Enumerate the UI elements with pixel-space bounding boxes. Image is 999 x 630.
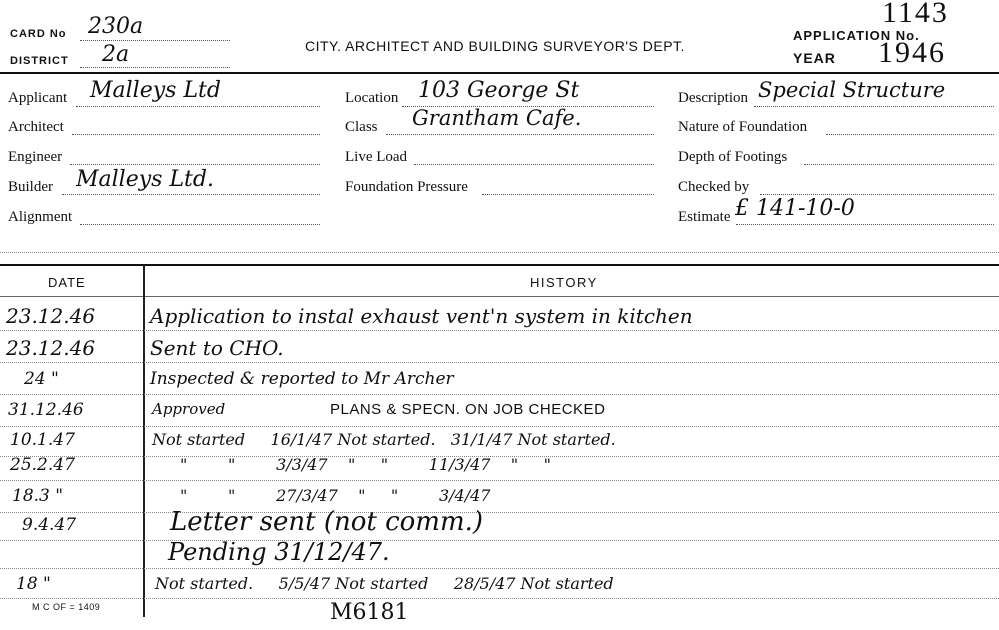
history-top-divider [0,264,999,266]
description-value: Special Structure [758,78,946,102]
builder-label: Builder [8,179,53,195]
card-no-line [80,40,230,41]
history-date: 18 " [16,574,51,594]
location-label: Location [345,90,399,106]
row-line [0,598,999,599]
history-entry: Not started. 5/5/47 Not started 28/5/47 Not started [155,574,614,593]
architect-label: Architect [8,119,64,135]
district-label: DISTRICT [10,55,69,67]
depth-of-footings-label: Depth of Footings [678,149,788,165]
row-line [0,512,999,513]
class-value: Grantham Cafe. [412,106,582,130]
history-date: 23.12.46 [6,336,96,360]
application-no-label: APPLICATION No. [793,28,920,43]
history-entry: " " 27/3/47 " " 3/4/47 [180,486,491,505]
dept-title: CITY. ARCHITECT AND BUILDING SURVEYOR'S DEPT. [305,38,685,54]
row-line [0,426,999,427]
engineer-label: Engineer [8,149,63,165]
history-date: 25.2.47 [10,455,75,475]
history-date: 10.1.47 [10,430,75,450]
class-label: Class [345,119,378,135]
date-column-header: DATE [48,275,86,290]
history-header-line [0,296,999,297]
history-entry: Sent to CHO. [150,336,284,360]
estimate-value: £ 141-10-0 [735,196,855,221]
alignment-label: Alignment [8,209,73,225]
history-entry: Inspected & reported to Mr Archer [150,369,454,389]
description-label: Description [678,90,748,106]
estimate-line [736,224,994,225]
live-load-label: Live Load [345,149,408,165]
year-value: 1946 [878,36,946,69]
checked-by-label: Checked by [678,179,750,195]
history-entry: Pending 31/12/47. [168,538,390,566]
reference-number: M6181 [330,600,409,625]
application-no-value: 1143 [882,0,949,29]
history-date: 31.12.46 [8,400,84,420]
history-entry: Approved [152,400,226,418]
alignment-line [80,224,320,225]
applicant-label: Applicant [8,90,68,106]
estimate-label: Estimate [678,209,731,225]
location-value: 103 George St [418,78,580,103]
nature-of-foundation-label: Nature of Foundation [678,119,808,135]
history-entry: Not started 16/1/47 Not started. 31/1/47 Not started. [152,430,616,449]
description-line [754,106,994,107]
row-line [0,362,999,363]
applicant-value: Malleys Ltd [90,78,221,103]
builder-value: Malleys Ltd. [76,167,214,192]
history-date: 18.3 " [12,486,64,506]
history-entry: Letter sent (not comm.) [170,507,484,537]
card-no-label: CARD No [10,28,67,40]
nature-of-foundation-line [826,134,994,135]
engineer-line [70,164,320,165]
history-entry: " " 3/3/47 " " 11/3/47 " " [180,455,551,474]
approval-stamp: PLANS & SPECN. ON JOB CHECKED [330,401,606,418]
depth-of-footings-line [804,164,994,165]
row-line [0,568,999,569]
live-load-line [414,164,654,165]
card-no-value: 230a [88,14,144,39]
applicant-line [76,106,320,107]
class-line [386,134,654,135]
history-date: 9.4.47 [22,515,77,535]
history-entry: Application to instal exhaust vent'n system in kitchen [150,304,693,328]
district-line [80,67,230,68]
fields-bottom-line [0,252,999,253]
year-label: YEAR [793,50,836,66]
history-date: 24 " [24,369,59,389]
builder-line [62,194,320,195]
date-column-divider [143,265,145,617]
row-line [0,540,999,541]
row-line [0,330,999,331]
form-number: M C OF = 1409 [32,602,101,612]
checked-by-line [760,194,994,195]
district-value: 2a [102,42,130,67]
foundation-pressure-line [482,194,654,195]
foundation-pressure-label: Foundation Pressure [345,179,468,195]
history-date: 23.12.46 [6,304,96,328]
history-column-header: HISTORY [530,275,598,290]
row-line [0,480,999,481]
header-divider [0,72,999,74]
architect-line [72,134,320,135]
row-line [0,394,999,395]
